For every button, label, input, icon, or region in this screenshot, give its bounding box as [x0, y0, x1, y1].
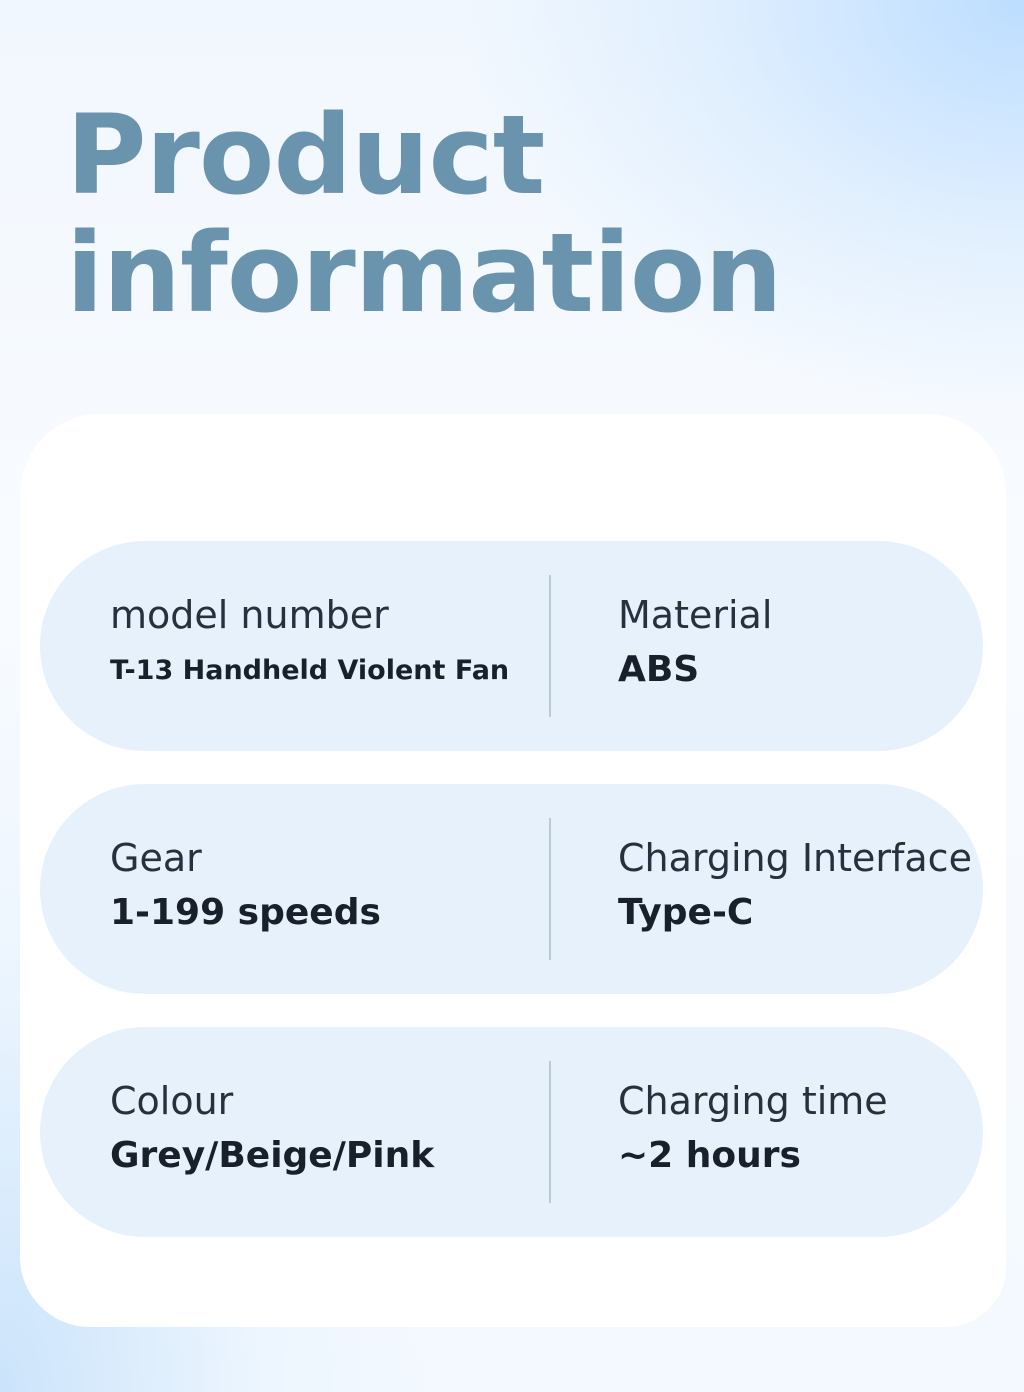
spec-label: model number: [110, 593, 389, 637]
spec-divider: [549, 818, 551, 960]
spec-row-model-material: [40, 541, 983, 751]
spec-label: Colour: [110, 1079, 234, 1123]
spec-label: Gear: [110, 836, 202, 880]
page-title-line-1: Product: [66, 91, 545, 219]
spec-cell-model-number: [110, 589, 509, 691]
spec-cell-charging-time: [618, 1075, 888, 1181]
spec-row-colour-time: [40, 1027, 983, 1237]
spec-value: ~2 hours: [618, 1135, 801, 1176]
spec-cell-material: [618, 589, 772, 695]
spec-cell-colour: [110, 1075, 434, 1181]
spec-divider: [549, 1061, 551, 1203]
spec-value: ABS: [618, 649, 700, 690]
spec-value: 1-199 speeds: [110, 892, 381, 933]
spec-label: Charging Interface: [618, 836, 972, 880]
spec-value: Type-C: [618, 892, 754, 933]
spec-value: T-13 Handheld Violent Fan: [110, 655, 510, 686]
page-title-line-2: information: [66, 209, 782, 337]
spec-cell-gear: [110, 832, 381, 938]
spec-label: Material: [618, 593, 773, 637]
spec-divider: [549, 575, 551, 717]
spec-cell-charging-interface: [618, 832, 972, 938]
spec-row-gear-interface: [40, 784, 983, 994]
page-title: [66, 91, 782, 337]
spec-value: Grey/Beige/Pink: [110, 1135, 435, 1176]
spec-label: Charging time: [618, 1079, 888, 1123]
